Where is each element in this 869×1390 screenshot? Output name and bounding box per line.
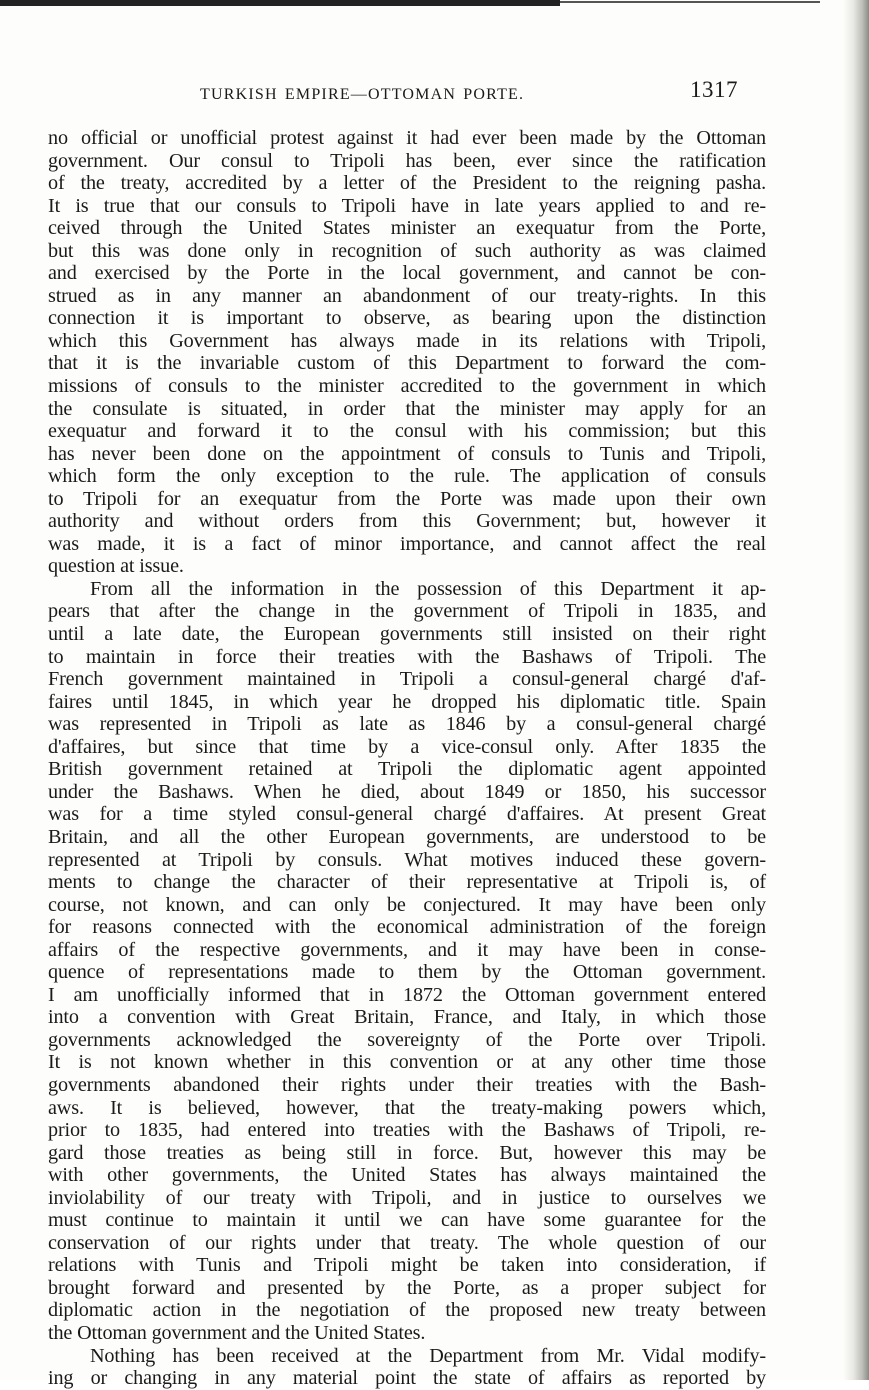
text-line: represented at Tripoli by consuls. What motives induced these govern-: [48, 848, 766, 871]
text-line: quence of representations made to them by the Ottoman government.: [48, 961, 766, 984]
text-line: under the Bashaws. When he died, about 1849 or 1850, his successor: [48, 780, 766, 803]
text-line: of the treaty, accredited by a letter of the President to the reigning pasha.: [48, 172, 766, 195]
text-line: connection it is important to observe, as bearing upon the distinction: [48, 307, 766, 330]
text-line: to maintain in force their treaties with the Bashaws of Tripoli. The: [48, 645, 766, 668]
text-line: brought forward and presented by the Porte, as a proper subject for: [48, 1276, 766, 1299]
text-line: diplomatic action in the negotiation of the proposed new treaty between: [48, 1299, 766, 1322]
text-line: to Tripoli for an exequatur from the Porte was made upon their own: [48, 487, 766, 510]
text-line: French government maintained in Tripoli a consul-general chargé d'af-: [48, 668, 766, 691]
top-edge-rule-thin: [560, 1, 820, 3]
text-line: was represented in Tripoli as late as 1846 by a consul-general chargé: [48, 713, 766, 736]
text-line: inviolability of our treaty with Tripoli, and in justice to ourselves we: [48, 1186, 766, 1209]
text-line: missions of consuls to the minister accredited to the government in which: [48, 375, 766, 398]
text-line: strued as in any manner an abandonment of our treaty-rights. In this: [48, 284, 766, 307]
text-line: It is not known whether in this convention or at any other time those: [48, 1051, 766, 1074]
paragraph-first-line: From all the information in the possession of this Department it ap-: [90, 577, 766, 600]
text-line: for reasons connected with the economical administration of the foreign: [48, 916, 766, 939]
text-line: but this was done only in recognition of such authority as was claimed: [48, 239, 766, 262]
text-line: conservation of our rights under that treaty. The whole question of our: [48, 1231, 766, 1254]
text-line: has never been done on the appointment of consuls to Tunis and Tripoli,: [48, 442, 766, 465]
text-line: pears that after the change in the government of Tripoli in 1835, and: [48, 600, 766, 623]
text-line: course, not known, and can only be conjectured. It may have been only: [48, 893, 766, 916]
text-line: gard those treaties as being still in force. But, however this may be: [48, 1141, 766, 1164]
text-line: into a convention with Great Britain, France, and Italy, in which those: [48, 1006, 766, 1029]
text-line: faires until 1845, in which year he dropped his diplomatic title. Spain: [48, 690, 766, 713]
text-line: and exercised by the Porte in the local government, and cannot be con-: [48, 262, 766, 285]
text-line: authority and without orders from this Government; but, however it: [48, 510, 766, 533]
text-line: Britain, and all the other European governments, are understood to be: [48, 825, 766, 848]
text-line: d'affaires, but since that time by a vice-consul only. After 1835 the: [48, 735, 766, 758]
body-text: [48, 127, 766, 1390]
text-line: was for a time styled consul-general chargé d'affaires. At present Great: [48, 803, 766, 826]
text-line: which form the only exception to the rule. The application of consuls: [48, 465, 766, 488]
page-number: 1317: [690, 77, 738, 102]
text-line: until a late date, the European governments still insisted on their right: [48, 623, 766, 646]
text-line: prior to 1835, had entered into treaties with the Bashaws of Tripoli, re-: [48, 1119, 766, 1142]
page-binding-shadow: [843, 0, 869, 1380]
text-line: relations with Tunis and Tripoli might be taken into consideration, if: [48, 1254, 766, 1277]
text-line: was made, it is a fact of minor importance, and cannot affect the real: [48, 532, 766, 555]
running-title: TURKISH EMPIRE—OTTOMAN PORTE.: [200, 86, 525, 103]
text-line: British government retained at Tripoli the diplomatic agent appointed: [48, 758, 766, 781]
text-line: ceived through the United States minister an exequatur from the Porte,: [48, 217, 766, 240]
text-line: aws. It is believed, however, that the treaty-making powers which,: [48, 1096, 766, 1119]
text-line: the consulate is situated, in order that the minister may apply for an: [48, 397, 766, 420]
paragraph-last-line: question at issue.: [48, 555, 184, 578]
text-line: ing or changing in any material point the state of affairs as reported by: [48, 1367, 766, 1390]
text-line: which this Government has always made in its relations with Tripoli,: [48, 329, 766, 352]
text-line: with other governments, the United States has always maintained the: [48, 1164, 766, 1187]
paragraph-last-line: the Ottoman government and the United States.: [48, 1321, 426, 1344]
text-line: that it is the invariable custom of this Department to forward the com-: [48, 352, 766, 375]
text-line: It is true that our consuls to Tripoli have in late years applied to and re-: [48, 194, 766, 217]
text-line: must continue to maintain it until we can have some guarantee for the: [48, 1209, 766, 1232]
text-line: no official or unofficial protest against it had ever been made by the Ottoman: [48, 127, 766, 149]
text-line: ments to change the character of their representative at Tripoli is, of: [48, 871, 766, 894]
text-line: government. Our consul to Tripoli has been, ever since the ratification: [48, 149, 766, 172]
text-line: governments acknowledged the sovereignty of the Porte over Tripoli.: [48, 1028, 766, 1051]
text-line: I am unofficially informed that in 1872 the Ottoman government entered: [48, 983, 766, 1006]
text-line: affairs of the respective governments, and it may have been in conse-: [48, 938, 766, 961]
top-edge-rule: [0, 0, 560, 6]
text-line: exequatur and forward it to the consul with his commission; but this: [48, 420, 766, 443]
paragraph-first-line: Nothing has been received at the Department from Mr. Vidal modify-: [90, 1344, 766, 1367]
text-line: governments abandoned their rights under their treaties with the Bash-: [48, 1073, 766, 1096]
